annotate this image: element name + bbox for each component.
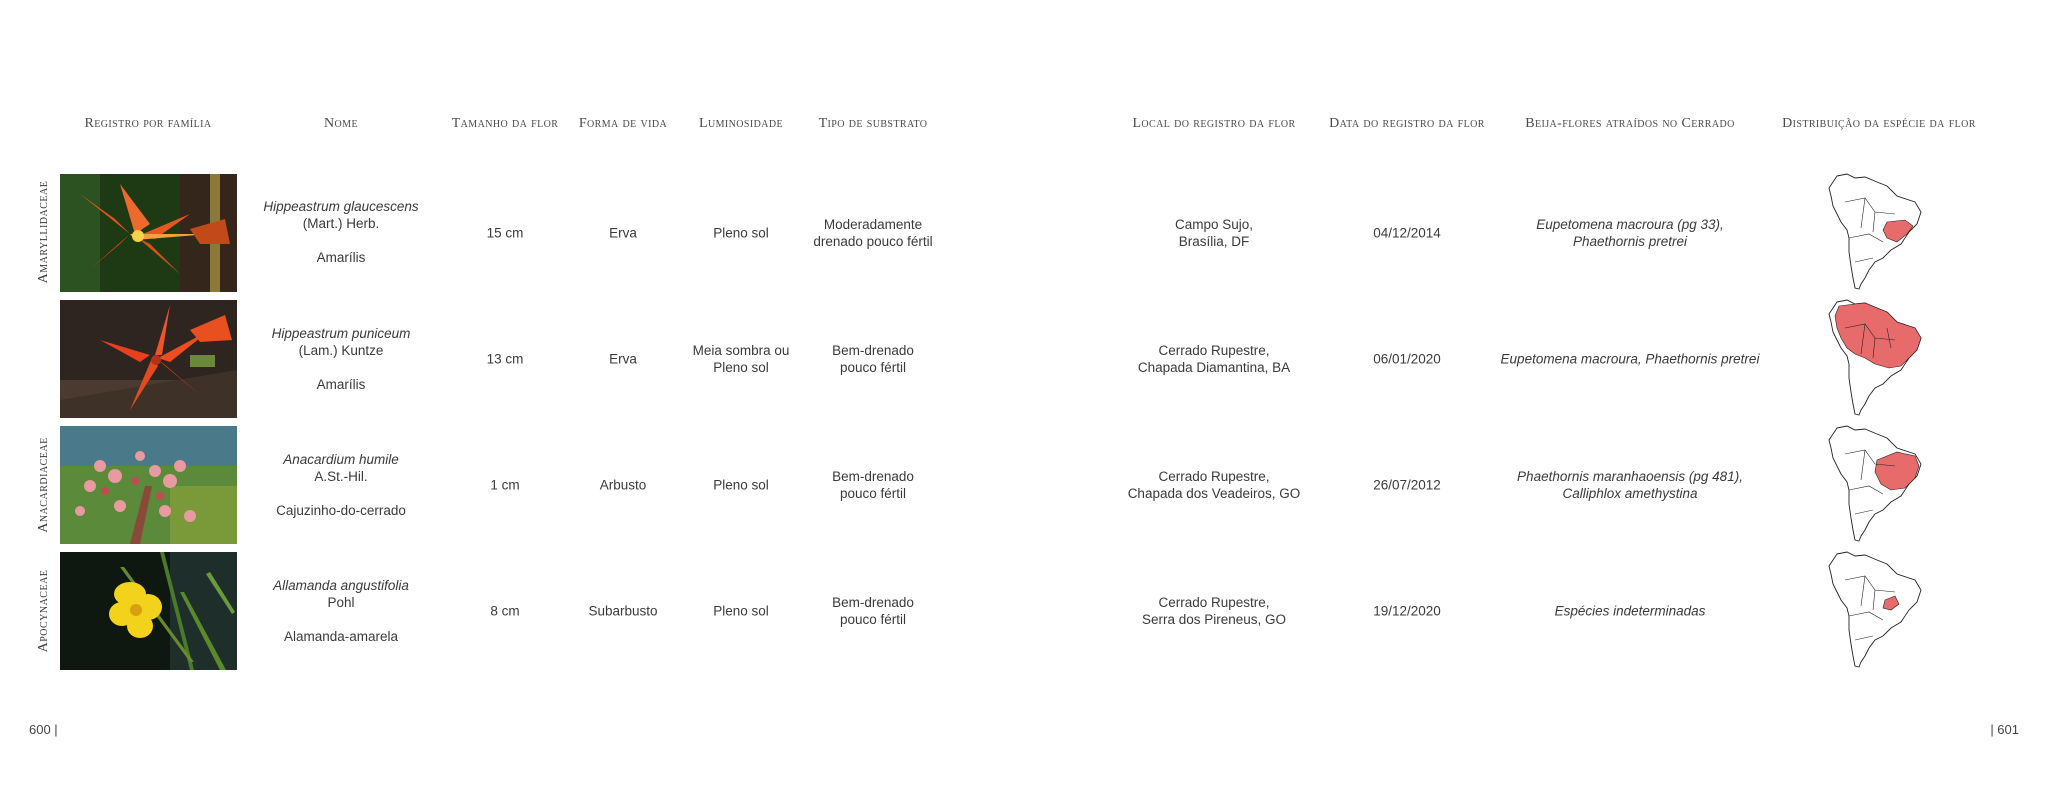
distribution-map (1825, 172, 1925, 290)
header-forma: Forma de vida (578, 116, 668, 131)
flower-size: 13 cm (486, 351, 524, 367)
substrate-line: pouco fértil (839, 360, 907, 375)
species-name-cell (263, 198, 418, 266)
header-nome: Nome (324, 116, 358, 131)
family-label-apocynaceae: Apocynaceae (36, 569, 51, 653)
distribution-map (1825, 298, 1925, 416)
light-requirement (693, 342, 790, 376)
light-requirement (713, 225, 769, 242)
substrate-line: pouco fértil (839, 486, 907, 501)
record-location (1175, 216, 1253, 250)
record-date: 04/12/2014 (1373, 225, 1441, 241)
light-line: Pleno sol (713, 603, 769, 619)
common-name: Cajuzinho-do-cerrado (276, 503, 406, 518)
hummingbirds (1517, 468, 1743, 502)
common-name: Amarílis (316, 377, 366, 392)
species-name-cell (273, 577, 409, 645)
substrate-line: Bem-drenado (832, 343, 914, 358)
light-line: Pleno sol (713, 225, 769, 241)
light-requirement (713, 603, 769, 620)
species-name-cell (272, 325, 411, 393)
substrate-line: drenado pouco fértil (813, 234, 933, 249)
life-form: Arbusto (599, 477, 647, 493)
flower-size: 1 cm (490, 477, 520, 493)
header-beija-flores: Beija-flores atraídos no Cerrado (1525, 116, 1735, 131)
record-location (1128, 468, 1301, 502)
substrate-type (832, 468, 914, 502)
family-label-anacardiaceae: Anacardiaceae (36, 437, 51, 533)
light-line: Pleno sol (713, 477, 769, 493)
header-tamanho: Tamanho da flor (451, 116, 559, 131)
hummingbird-line: Espécies indeterminadas (1554, 603, 1706, 619)
scientific-name: Hippeastrum puniceum (271, 326, 411, 341)
flower-photo-hippeastrum-puniceum (60, 300, 237, 418)
hummingbird-line: Phaethornis pretrei (1572, 234, 1688, 249)
author-name: (Mart.) Herb. (302, 216, 380, 231)
substrate-type (813, 216, 932, 250)
life-form: Erva (609, 225, 637, 241)
header-data: Data do registro da flor (1329, 116, 1485, 131)
substrate-line: Moderadamente (823, 217, 923, 232)
distribution-map (1825, 550, 1925, 668)
location-line: Campo Sujo, (1174, 217, 1254, 232)
scientific-name: Allamanda angustifolia (273, 578, 409, 593)
common-name: Alamanda-amarela (283, 629, 399, 644)
common-name: Amarílis (316, 250, 366, 265)
distribution-map (1825, 424, 1925, 542)
substrate-line: Bem-drenado (832, 469, 914, 484)
life-form: Subarbusto (588, 603, 658, 619)
record-date: 19/12/2020 (1373, 603, 1441, 619)
flower-size: 8 cm (490, 603, 520, 619)
flower-photo-allamanda-angustifolia (60, 552, 237, 670)
life-form: Erva (609, 351, 637, 367)
hummingbird-line: Calliphlox amethystina (1562, 486, 1698, 501)
location-line: Brasília, DF (1178, 234, 1250, 249)
light-line: Meia sombra ou (692, 343, 790, 358)
location-line: Serra dos Pireneus, GO (1141, 612, 1287, 627)
record-date: 26/07/2012 (1373, 477, 1441, 493)
header-familia: Registro por família (84, 116, 212, 131)
substrate-line: pouco fértil (839, 612, 907, 627)
light-line: Pleno sol (713, 360, 769, 375)
location-line: Cerrado Rupestre, (1158, 343, 1270, 358)
record-location (1138, 342, 1290, 376)
scientific-name: Hippeastrum glaucescens (263, 199, 419, 214)
species-name-cell (276, 451, 406, 519)
author-name: Pohl (327, 595, 355, 610)
record-location (1142, 594, 1286, 628)
header-substrato: Tipo de substrato (818, 116, 928, 131)
hummingbirds (1501, 351, 1760, 368)
hummingbirds (1536, 216, 1724, 250)
flower-size: 15 cm (486, 225, 524, 241)
record-date: 06/01/2020 (1373, 351, 1441, 367)
hummingbird-line: Phaethornis maranhaoensis (pg 481), (1517, 469, 1743, 484)
flower-photo-anacardium-humile (60, 426, 237, 544)
family-label-amaryllidaceae: Amaryllidaceae (36, 180, 51, 284)
hummingbird-line: Eupetomena macroura (pg 33), (1536, 217, 1724, 232)
header-luminosidade: Luminosidade (699, 116, 783, 131)
page-number-right: | 601 (1990, 722, 2019, 737)
location-line: Cerrado Rupestre, (1158, 595, 1270, 610)
location-line: Chapada Diamantina, BA (1137, 360, 1291, 375)
substrate-type (832, 342, 914, 376)
page-number-left: 600 | (29, 722, 58, 737)
author-name: A.St.-Hil. (314, 469, 368, 484)
author-name: (Lam.) Kuntze (298, 343, 384, 358)
substrate-line: Bem-drenado (832, 595, 914, 610)
substrate-type (832, 594, 914, 628)
hummingbird-line: Eupetomena macroura, Phaethornis pretrei (1500, 351, 1760, 367)
hummingbirds (1555, 603, 1706, 620)
location-line: Cerrado Rupestre, (1158, 469, 1270, 484)
scientific-name: Anacardium humile (283, 452, 399, 467)
light-requirement (713, 477, 769, 494)
flower-photo-hippeastrum-glaucescens (60, 174, 237, 292)
header-distribuicao: Distribuição da espécie da flor (1782, 116, 1976, 131)
location-line: Chapada dos Veadeiros, GO (1127, 486, 1301, 501)
header-local: Local do registro da flor (1132, 116, 1296, 131)
